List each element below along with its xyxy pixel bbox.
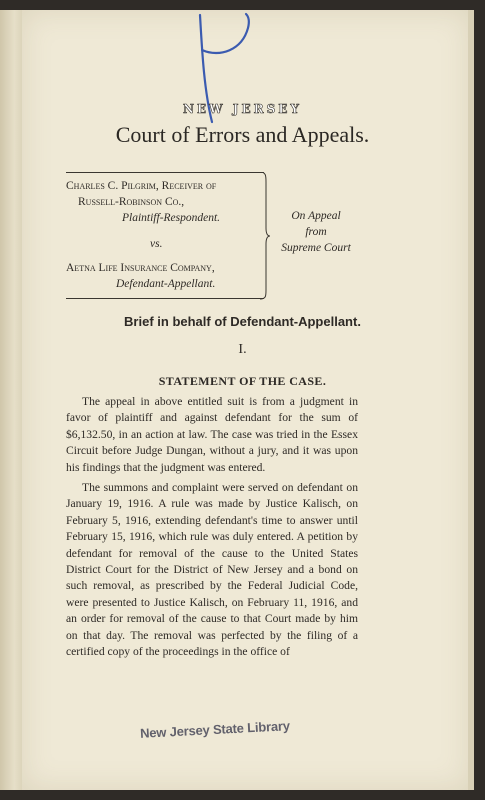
case-caption	[66, 178, 266, 292]
body-text	[66, 394, 358, 665]
paragraph: The summons and complaint were served on defendant on January 19, 1916. A rule was made by Justice Kalisch, on February 5, 1916, extending defendant's time to answer until February 15, 1916, which rule was duly entered. A petition by defendant for removal of the cause to the United States District Court for the District of New Jersey and a bond on such removal, as prescribed by the Federal Judicial Code, were presented to Justice Kalisch, on February 11, 1916, and an order for removal of the cause to that Court made by him on that day. The removal was perfected by the filing of a certified copy of the proceedings in the office of	[66, 481, 358, 659]
defendant-name: Aetna Life Insurance Company,	[66, 262, 215, 274]
caption-bottom-rule	[66, 298, 264, 299]
library-stamp: New Jersey State Library	[139, 718, 291, 741]
appeal-line-2: from	[305, 226, 327, 238]
brief-title: Brief in behalf of Defendant-Appellant.	[124, 314, 361, 329]
appeal-line-1: On Appeal	[291, 210, 341, 222]
plaintiff-company: Russell-Robinson Co.,	[78, 196, 185, 208]
plaintiff-role: Plaintiff-Respondent.	[122, 212, 221, 224]
defendant-role: Defendant-Appellant.	[116, 278, 216, 290]
paragraph: The appeal in above entitled suit is from a judgment in favor of plaintiff and against defendant for the sum of $6,132.50, in an action at law. The case was tried in the Essex Circuit before Judge Dungan, without a jury, and it was upon his findings that the judgment was entered.	[66, 395, 358, 474]
court-title: Court of Errors and Appeals.	[115, 122, 370, 147]
state-heading: NEW JERSEY	[183, 102, 302, 116]
versus-label: vs.	[150, 238, 163, 250]
caption-top-rule	[66, 172, 264, 173]
section-number: I.	[238, 342, 247, 357]
appeal-note	[272, 208, 360, 256]
plaintiff-name: Charles C. Pilgrim, Receiver of	[66, 180, 217, 192]
section-title: STATEMENT OF THE CASE.	[158, 374, 327, 388]
appeal-line-3: Supreme Court	[281, 242, 351, 254]
